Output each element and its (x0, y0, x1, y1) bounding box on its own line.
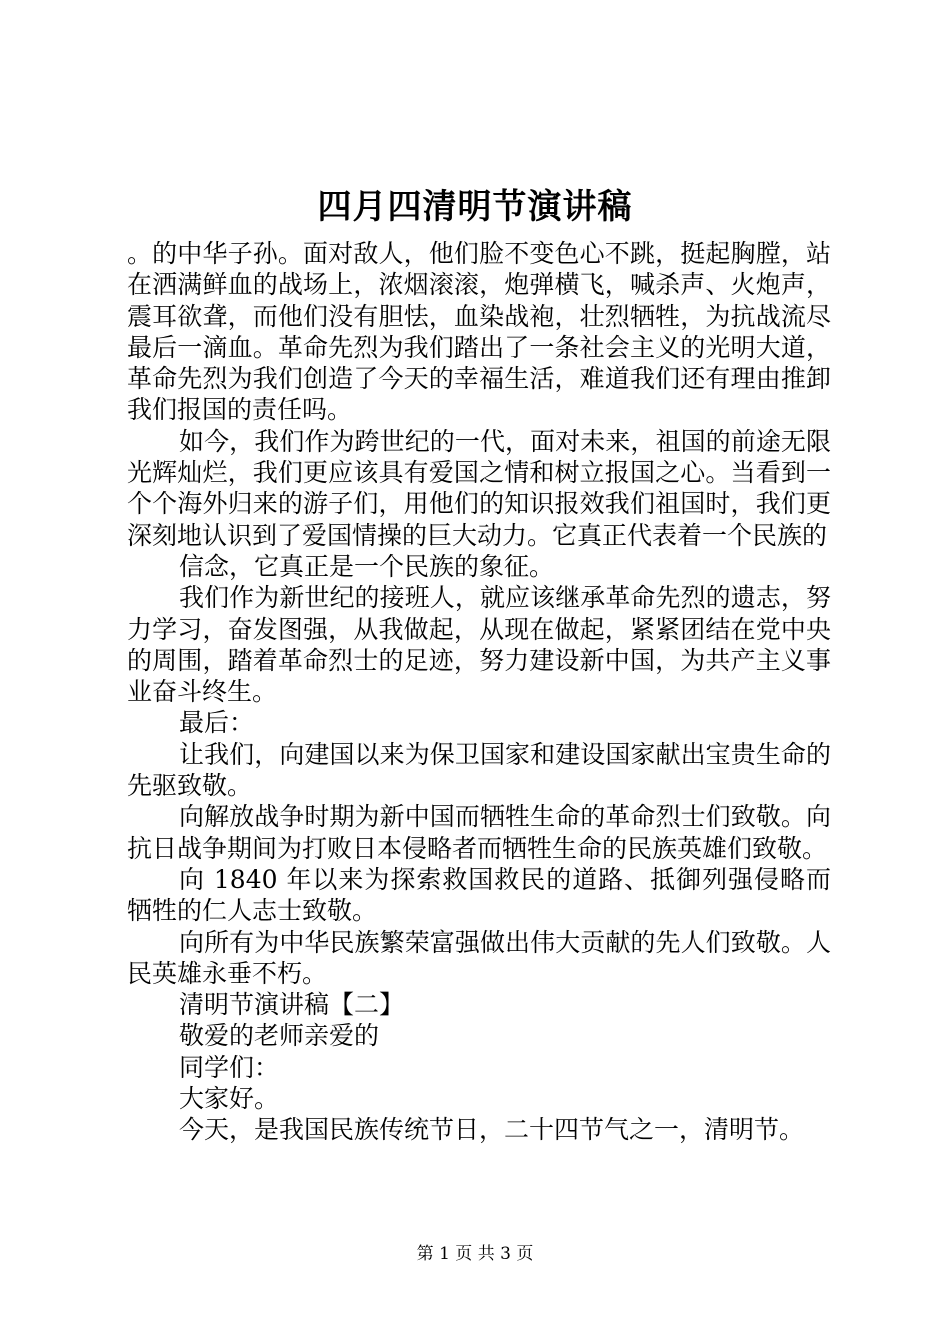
paragraph-7: 向解放战争时期为新中国而牺牲生命的革命烈士们致敬。向抗日战争期间为打败日本侵略者而牺牲生命的民族英雄们致敬。 (127, 802, 831, 863)
salutation-line-2: 同学们： (179, 1052, 280, 1082)
paragraph-3: 信念，它真正是一个民族的象征。 (179, 551, 555, 581)
paragraph-2: 如今，我们作为跨世纪的一代，面对未来，祖国的前途无限光辉灿烂，我们更应该具有爱国之情和树立报国之心。当看到一个个海外归来的游子们，用他们的知识报效我们祖国时，我们更深刻地认识到了爱国情操的巨大动力。它真正代表着一个民族的 (127, 426, 831, 550)
document-body (127, 238, 831, 1146)
salutation-line-1: 敬爱的老师亲爱的 (179, 1021, 380, 1051)
paragraph-1: 。的中华子孙。面对敌人，他们脸不变色心不跳，挺起胸膛，站在洒满鲜血的战场上，浓烟滚滚，炮弹横飞，喊杀声、火炮声，震耳欲聋，而他们没有胆怯，血染战袍，壮烈牺牲，为抗战流尽最后一滴血。革命先烈为我们踏出了一条社会主义的光明大道，革命先烈为我们创造了今天的幸福生活，难道我们还有理由推卸我们报国的责任吗。 (127, 239, 831, 425)
paragraph-last: 今天，是我国民族传统节日，二十四节气之一，清明节。 (179, 1115, 805, 1145)
paragraph-6: 让我们，向建国以来为保卫国家和建设国家献出宝贵生命的先驱致敬。 (127, 739, 831, 801)
section-heading: 清明节演讲稿【二】 (179, 990, 405, 1020)
greeting: 大家好。 (179, 1084, 280, 1114)
page-footer: 第 1 页 共 3 页 (416, 1244, 534, 1264)
paragraph-8: 向 1840 年以来为探索救国救民的道路、抵御列强侵略而牺牲的仁人志士致敬。 (127, 864, 831, 926)
paragraph-9: 向所有为中华民族繁荣富强做出伟大贡献的先人们致敬。人民英雄永垂不朽。 (127, 927, 831, 988)
paragraph-5: 最后： (179, 708, 255, 738)
paragraph-4: 我们作为新世纪的接班人，就应该继承革命先烈的遗志，努力学习，奋发图强，从我做起，从现在做起，紧紧团结在党中央的周围，踏着革命烈士的足迹，努力建设新中国，为共产主义事业奋斗终生。 (127, 583, 831, 707)
document-title: 四月四清明节演讲稿 (317, 187, 633, 227)
